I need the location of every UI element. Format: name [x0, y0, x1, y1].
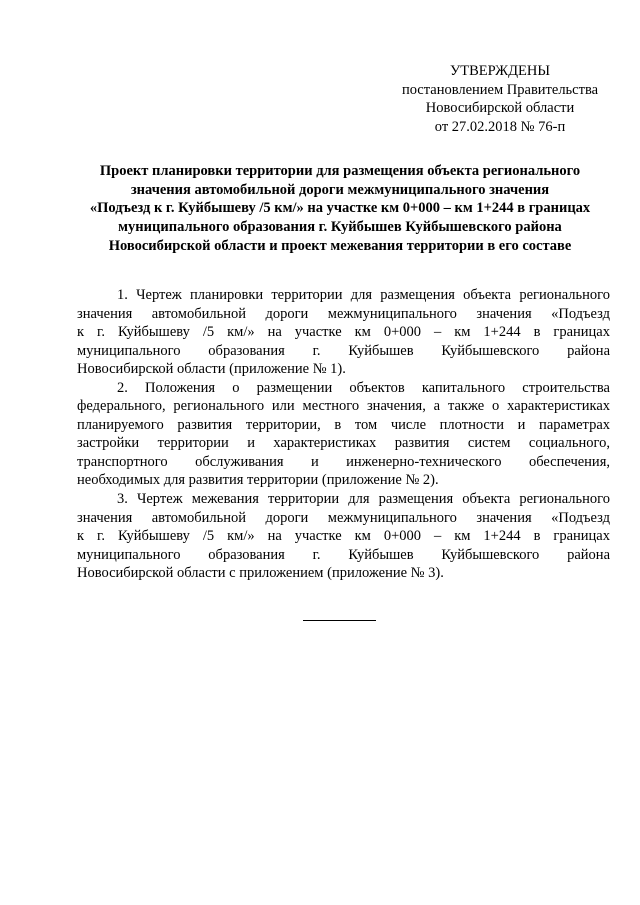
paragraph-line: муниципального образования г. Куйбышев Куйбышевского района [77, 546, 610, 563]
list-item-1 [77, 286, 610, 379]
paragraph-line: необходимых для развития территории (приложение № 2). [77, 472, 439, 489]
title-line: Проект планировки территории для размещения объекта регионального [99, 163, 581, 179]
paragraph-line: Новосибирской области (приложение № 1). [77, 361, 346, 378]
approval-region: Новосибирской области [425, 100, 575, 117]
paragraph-line: Новосибирской области с приложением (приложение № 3). [77, 565, 444, 582]
end-separator-line [303, 620, 376, 621]
approval-date-number: от 27.02.2018 № 76-п [434, 119, 566, 136]
title-line: значения автомобильной дороги межмуниципального значения [130, 181, 550, 198]
paragraph-line: застройки территории и характеристиках развития систем социального, [77, 435, 610, 452]
items-list [77, 286, 610, 583]
paragraph-line: транспортного обслуживания и инженерно-технического обеспечения, [77, 453, 610, 470]
paragraph-line: к г. Куйбышеву /5 км/» на участке км 0+000 – км 1+244 в границах [77, 324, 610, 341]
paragraph-line: к г. Куйбышеву /5 км/» на участке км 0+000 – км 1+244 в границах [77, 528, 610, 545]
approval-issuer: постановлением Правительства [401, 81, 599, 98]
paragraph-line: 1. Чертеж планировки территории для размещения объекта регионального [117, 287, 610, 303]
list-item-2 [77, 379, 610, 490]
approval-heading: УТВЕРЖДЕНЫ [449, 63, 551, 79]
document-title [70, 162, 610, 256]
title-line: муниципального образования г. Куйбышев Куйбышевского района [118, 219, 562, 236]
paragraph-line: значения автомобильной дороги межмуниципального значения «Подъезд [77, 305, 610, 322]
title-line: Новосибирской области и проект межевания территории в его составе [108, 237, 572, 254]
paragraph-line: значения автомобильной дороги межмуниципального значения «Подъезд [77, 509, 610, 526]
title-line: «Подъезд к г. Куйбышеву /5 км/» на участке км 0+000 – км 1+244 в границах [89, 200, 591, 217]
paragraph-line: планируемого развития территории, в том числе плотности и параметрах [77, 416, 610, 433]
paragraph-line: муниципального образования г. Куйбышев Куйбышевского района [77, 342, 610, 359]
approval-stamp [395, 62, 605, 137]
paragraph-line: 3. Чертеж межевания территории для размещения объекта регионального [117, 491, 610, 508]
paragraph-line: федерального, регионального или местного значения, а также о характеристиках [77, 398, 610, 415]
paragraph-line: 2. Положения о размещении объектов капитального строительства [117, 379, 610, 396]
list-item-3 [77, 490, 610, 583]
